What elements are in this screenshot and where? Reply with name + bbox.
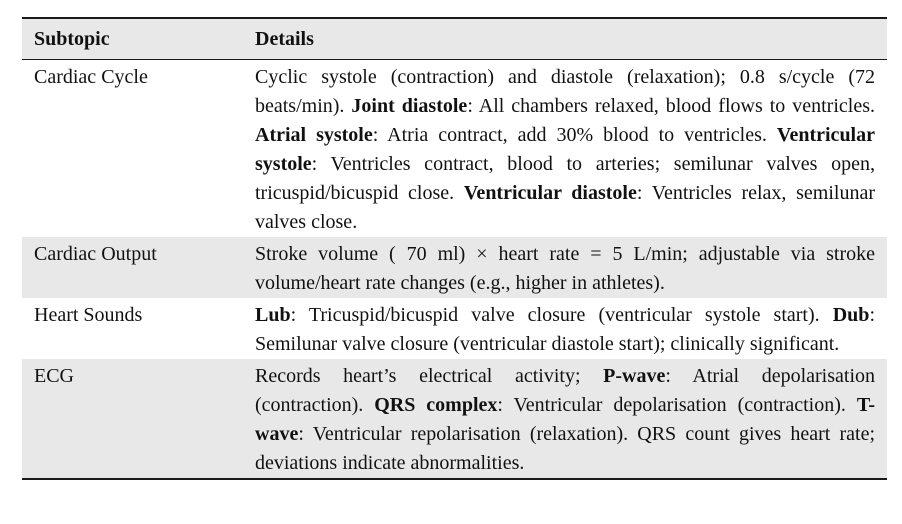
table-row [22, 298, 887, 359]
details-term: T-wave [255, 394, 876, 445]
details-text: : Semilunar valve closure (ventricular diastole start); clinically significant. [255, 304, 875, 355]
table-bottom-rule [22, 478, 887, 480]
header-details: Details [255, 27, 314, 50]
cell-details [255, 237, 875, 298]
details-term: Dub [832, 304, 870, 326]
table-row [22, 60, 887, 237]
details-text: : Ventricles contract, blood to arteries; semilunar valves open, tricuspid/bicuspid close. [255, 153, 875, 204]
details-text: : All chambers relaxed, blood flows to ventricles. [467, 95, 875, 117]
details-text: : Atrial depolarisation (contraction). [255, 365, 876, 416]
details-term: P-wave [603, 365, 666, 387]
details-text: : Ventricles relax, semilunar valves close. [255, 182, 875, 233]
details-text: Cyclic systole (contraction) and diastole (relaxation); 0.8 s/cycle (72 beats/min). [255, 66, 875, 117]
table-body [22, 60, 887, 478]
details-text: : Ventricular depolarisation (contraction). [497, 394, 857, 416]
details-term: Ventricular systole [255, 124, 875, 175]
details-text: : Tricuspid/bicuspid valve closure (ventricular systole start). [290, 304, 833, 326]
cell-subtopic: ECG [34, 365, 74, 387]
cell-details [255, 359, 875, 478]
subtopic-details-table [22, 17, 887, 480]
table-row [22, 359, 887, 478]
table-header-row [22, 19, 887, 59]
details-term: Ventricular diastole [463, 182, 637, 204]
details-term: Atrial systole [255, 124, 373, 146]
details-term: QRS complex [374, 394, 498, 416]
cell-subtopic: Heart Sounds [34, 304, 143, 326]
details-text: : Ventricular repolarisation (relaxation). QRS count gives heart rate; deviations indicate abnormalities. [255, 423, 875, 474]
header-subtopic: Subtopic [34, 27, 110, 50]
cell-subtopic: Cardiac Output [34, 243, 157, 265]
details-text: Stroke volume ( 70 ml) × heart rate = 5 L/min; adjustable via stroke volume/heart rate changes (e.g., higher in athletes). [255, 243, 875, 294]
details-term: Lub [255, 304, 291, 326]
table-row [22, 237, 887, 298]
details-text: Records heart’s electrical activity; [255, 365, 604, 387]
details-text: : Atria contract, add 30% blood to ventricles. [372, 124, 777, 146]
cell-details [255, 60, 875, 237]
cell-subtopic: Cardiac Cycle [34, 66, 148, 88]
cell-details [255, 298, 875, 359]
details-term: Joint diastole [351, 95, 468, 117]
